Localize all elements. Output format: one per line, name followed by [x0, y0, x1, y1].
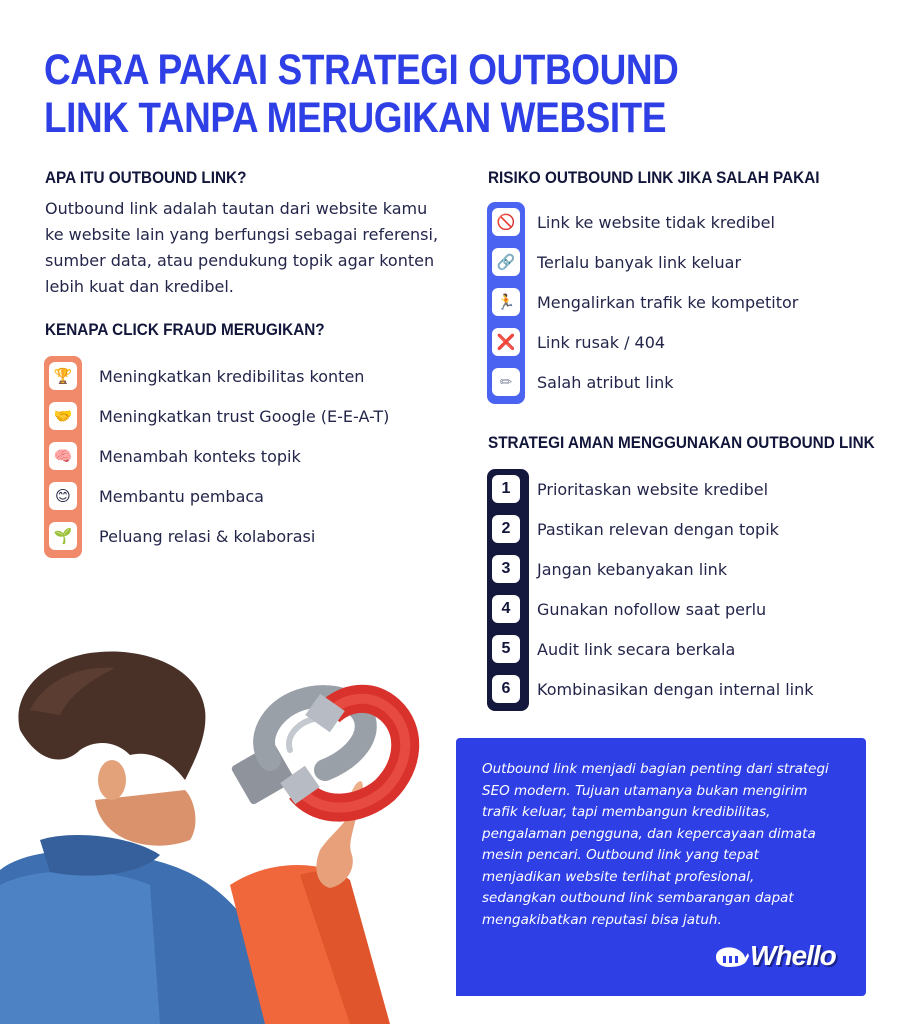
list-item-label: Link rusak / 404 — [537, 332, 666, 352]
handshake-icon: 🤝 — [49, 402, 77, 430]
list-item — [487, 469, 768, 509]
risks-heading: RISIKO OUTBOUND LINK JIKA SALAH PAKAI — [488, 168, 820, 187]
list-item — [44, 396, 389, 436]
list-item — [487, 202, 775, 242]
list-item-label: Membantu pembaca — [99, 486, 264, 506]
list-item-label: Salah atribut link — [537, 372, 674, 392]
list-item-label: Mengalirkan trafik ke kompetitor — [537, 292, 799, 312]
list-item-label: Meningkatkan kredibilitas konten — [99, 366, 365, 386]
list-item-label: Prioritaskan website kredibel — [537, 479, 769, 499]
list-item — [487, 549, 727, 589]
summary-text: Outbound link menjadi bagian penting dari strategi SEO modern. Tujuan utamanya bukan mengirim trafik keluar, tapi membangun kredibilitas, pengalaman pengguna, dan kepercayaan dimata mesin pencari. Outbound link yang tepat menjadikan website terlihat profesional, sedangkan outbound link sembarangan dapat mengakibatkan reputasi bisa jatuh. — [482, 761, 829, 928]
list-item — [44, 516, 315, 556]
seedling-icon: 🌱 — [49, 522, 77, 550]
smile-icon: 😊 — [49, 482, 77, 510]
list-item — [487, 589, 766, 629]
page-title: CARA PAKAI STRATEGI OUTBOUND LINK TANPA MERUGIKAN WEBSITE — [44, 46, 679, 142]
brain-icon: 🧠 — [49, 442, 77, 470]
list-item — [487, 322, 665, 362]
list-item — [487, 362, 674, 402]
intro-text: Outbound link adalah tautan dari website kamu ke website lain yang berfungsi sebagai referensi, sumber data, atau pendukung topik agar konten lebih kuat dan kredibel. — [45, 199, 439, 296]
list-item-label: Kombinasikan dengan internal link — [537, 679, 814, 699]
intro-heading: APA ITU OUTBOUND LINK? — [45, 168, 247, 187]
list-item-label: Gunakan nofollow saat perlu — [537, 599, 767, 619]
link-icon: 🔗 — [492, 248, 520, 276]
strategies-heading: STRATEGI AMAN MENGGUNAKAN OUTBOUND LINK — [488, 433, 875, 452]
step-number: 1 — [492, 475, 520, 503]
list-item-label: Peluang relasi & kolaborasi — [99, 526, 316, 546]
list-item — [487, 629, 735, 669]
step-number: 6 — [492, 675, 520, 703]
list-item — [44, 436, 301, 476]
list-item-label: Audit link secara berkala — [537, 639, 736, 659]
whale-icon — [714, 943, 750, 969]
step-number: 2 — [492, 515, 520, 543]
list-item — [487, 282, 798, 322]
list-item — [487, 242, 741, 282]
step-number: 5 — [492, 635, 520, 663]
benefits-list — [44, 356, 444, 558]
list-item-label: Meningkatkan trust Google (E-E-A-T) — [99, 406, 390, 426]
pencil-icon: ✏ — [492, 368, 520, 396]
step-number: 4 — [492, 595, 520, 623]
list-item-label: Pastikan relevan dengan topik — [537, 519, 779, 539]
strategies-list — [487, 469, 887, 711]
brand-name: Whello — [750, 940, 836, 971]
list-item-label: Terlalu banyak link keluar — [537, 252, 742, 272]
trophy-icon: 🏆 — [49, 362, 77, 390]
brand-logo — [714, 940, 836, 972]
prohibited-icon: 🚫 — [492, 208, 520, 236]
running-person-icon: 🏃 — [492, 288, 520, 316]
list-item-label: Link ke website tidak kredibel — [537, 212, 775, 232]
list-item — [44, 476, 264, 516]
list-item — [487, 669, 814, 709]
risks-list — [487, 202, 887, 404]
cross-mark-icon: ❌ — [492, 328, 520, 356]
list-item — [487, 509, 779, 549]
list-item — [44, 356, 364, 396]
benefits-heading: KENAPA CLICK FRAUD MERUGIKAN? — [45, 320, 325, 339]
step-number: 3 — [492, 555, 520, 583]
list-item-label: Menambah konteks topik — [99, 446, 301, 466]
list-item-label: Jangan kebanyakan link — [537, 559, 728, 579]
person-chain-illustration — [0, 640, 470, 1024]
